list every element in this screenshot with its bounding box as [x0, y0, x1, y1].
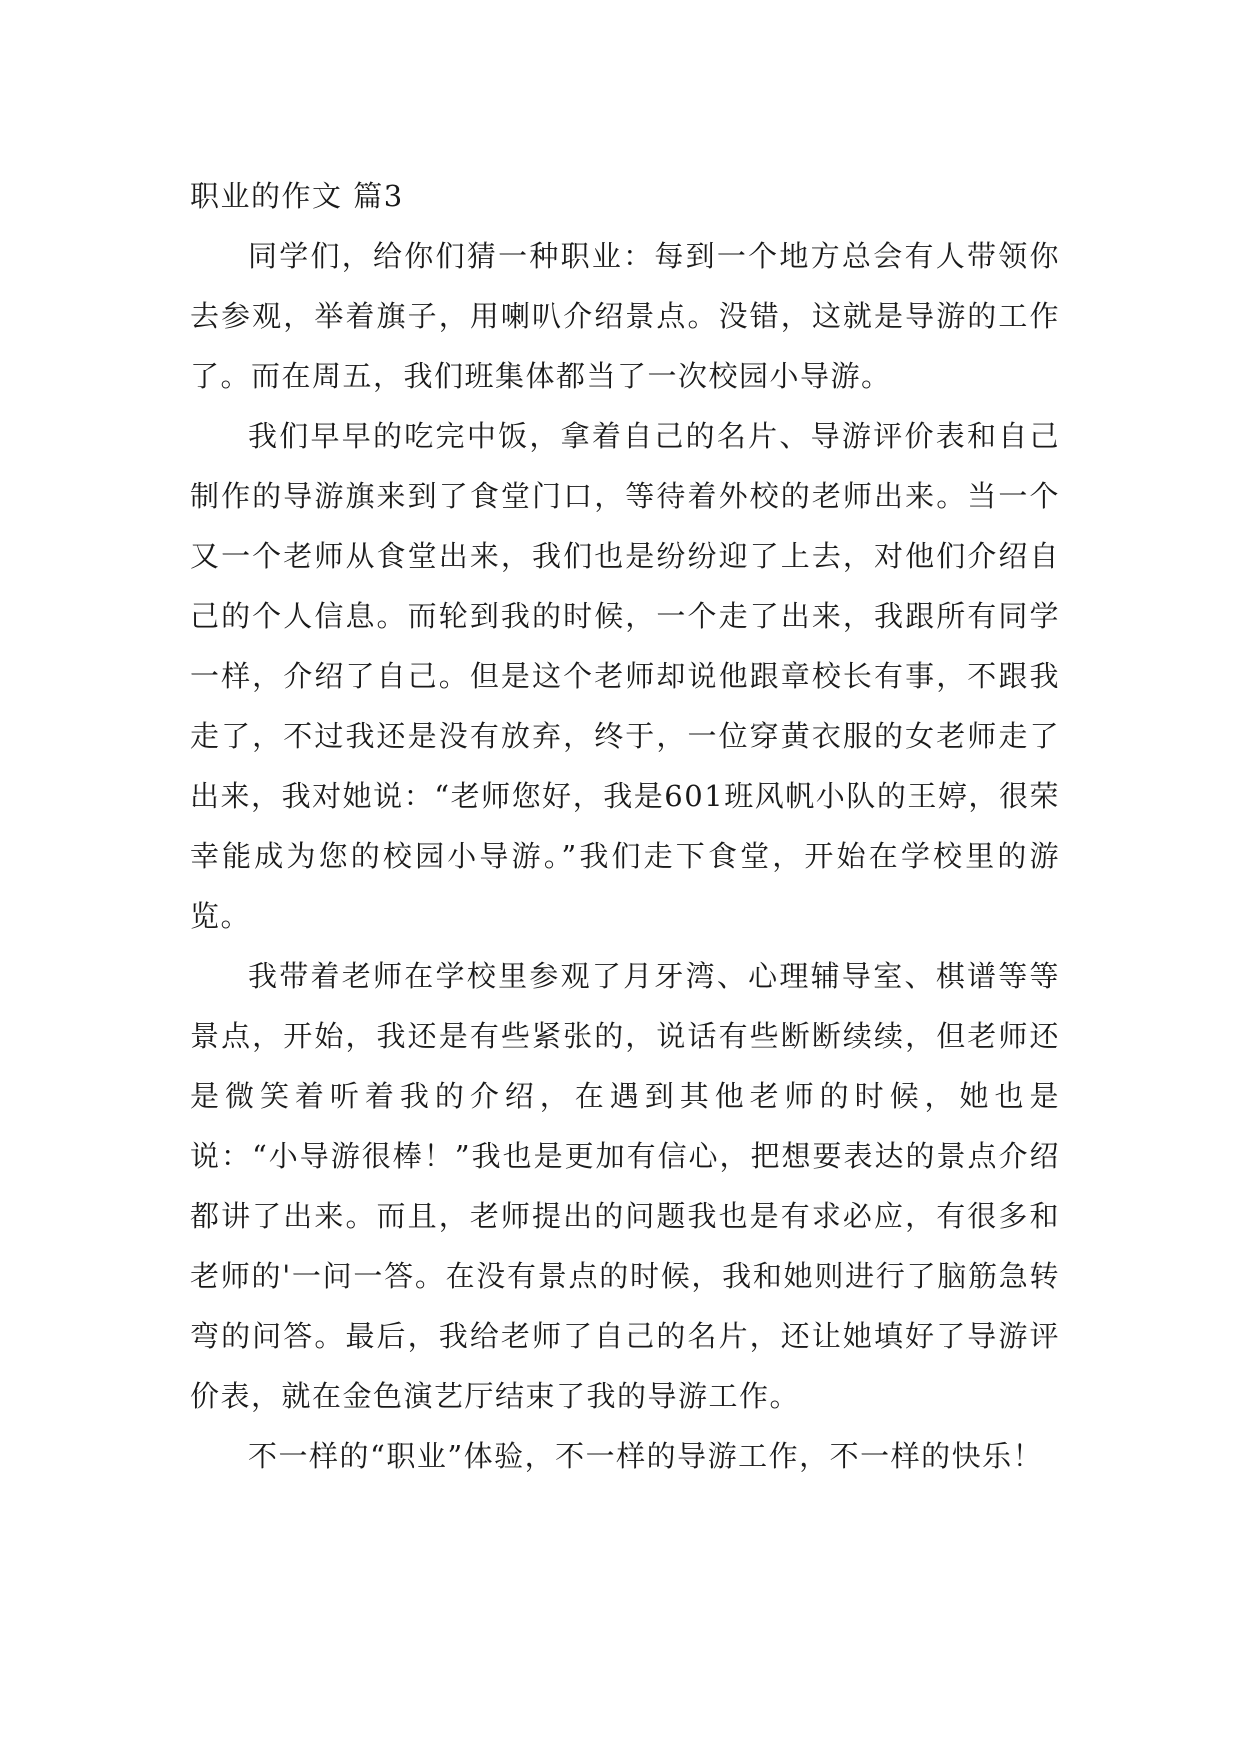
document-title: 职业的作文 篇3: [190, 179, 404, 213]
paragraph-3: 我带着老师在学校里参观了月牙湾、心理辅导室、棋谱等等景点，开始，我还是有些紧张的，说话有些断断续续，但老师还是微笑着听着我的介绍，在遇到其他老师的时候，她也是说：“小导游很棒！”我也是更加有信心，把想要表达的景点介绍都讲了出来。而且，老师提出的问题我也是有求必应，有很多和老师的'一问一答。在没有景点的时候，我和她则进行了脑筋急转弯的问答。最后，我给老师了自己的名片，还让她填好了导游评价表，就在金色演艺厅结束了我的导游工作。: [190, 959, 1060, 1413]
paragraph-2: 我们早早的吃完中饭，拿着自己的名片、导游评价表和自己制作的导游旗来到了食堂门口，等待着外校的老师出来。当一个又一个老师从食堂出来，我们也是纷纷迎了上去，对他们介绍自己的个人信息。而轮到我的时候，一个走了出来，我跟所有同学一样，介绍了自己。但是这个老师却说他跟章校长有事，不跟我走了，不过我还是没有放弃，终于，一位穿黄衣服的女老师走了出来，我对她说：“老师您好，我是601班风帆小队的王婷，很荣幸能成为您的校园小导游。”我们走下食堂，开始在学校里的游览。: [190, 419, 1060, 933]
paragraph-4: 不一样的“职业”体验，不一样的导游工作，不一样的快乐！: [248, 1439, 1044, 1473]
paragraph-1: 同学们，给你们猜一种职业：每到一个地方总会有人带领你去参观，举着旗子，用喇叭介绍景点。没错，这就是导游的工作了。而在周五，我们班集体都当了一次校园小导游。: [190, 239, 1060, 393]
document-body: [190, 166, 1060, 1486]
